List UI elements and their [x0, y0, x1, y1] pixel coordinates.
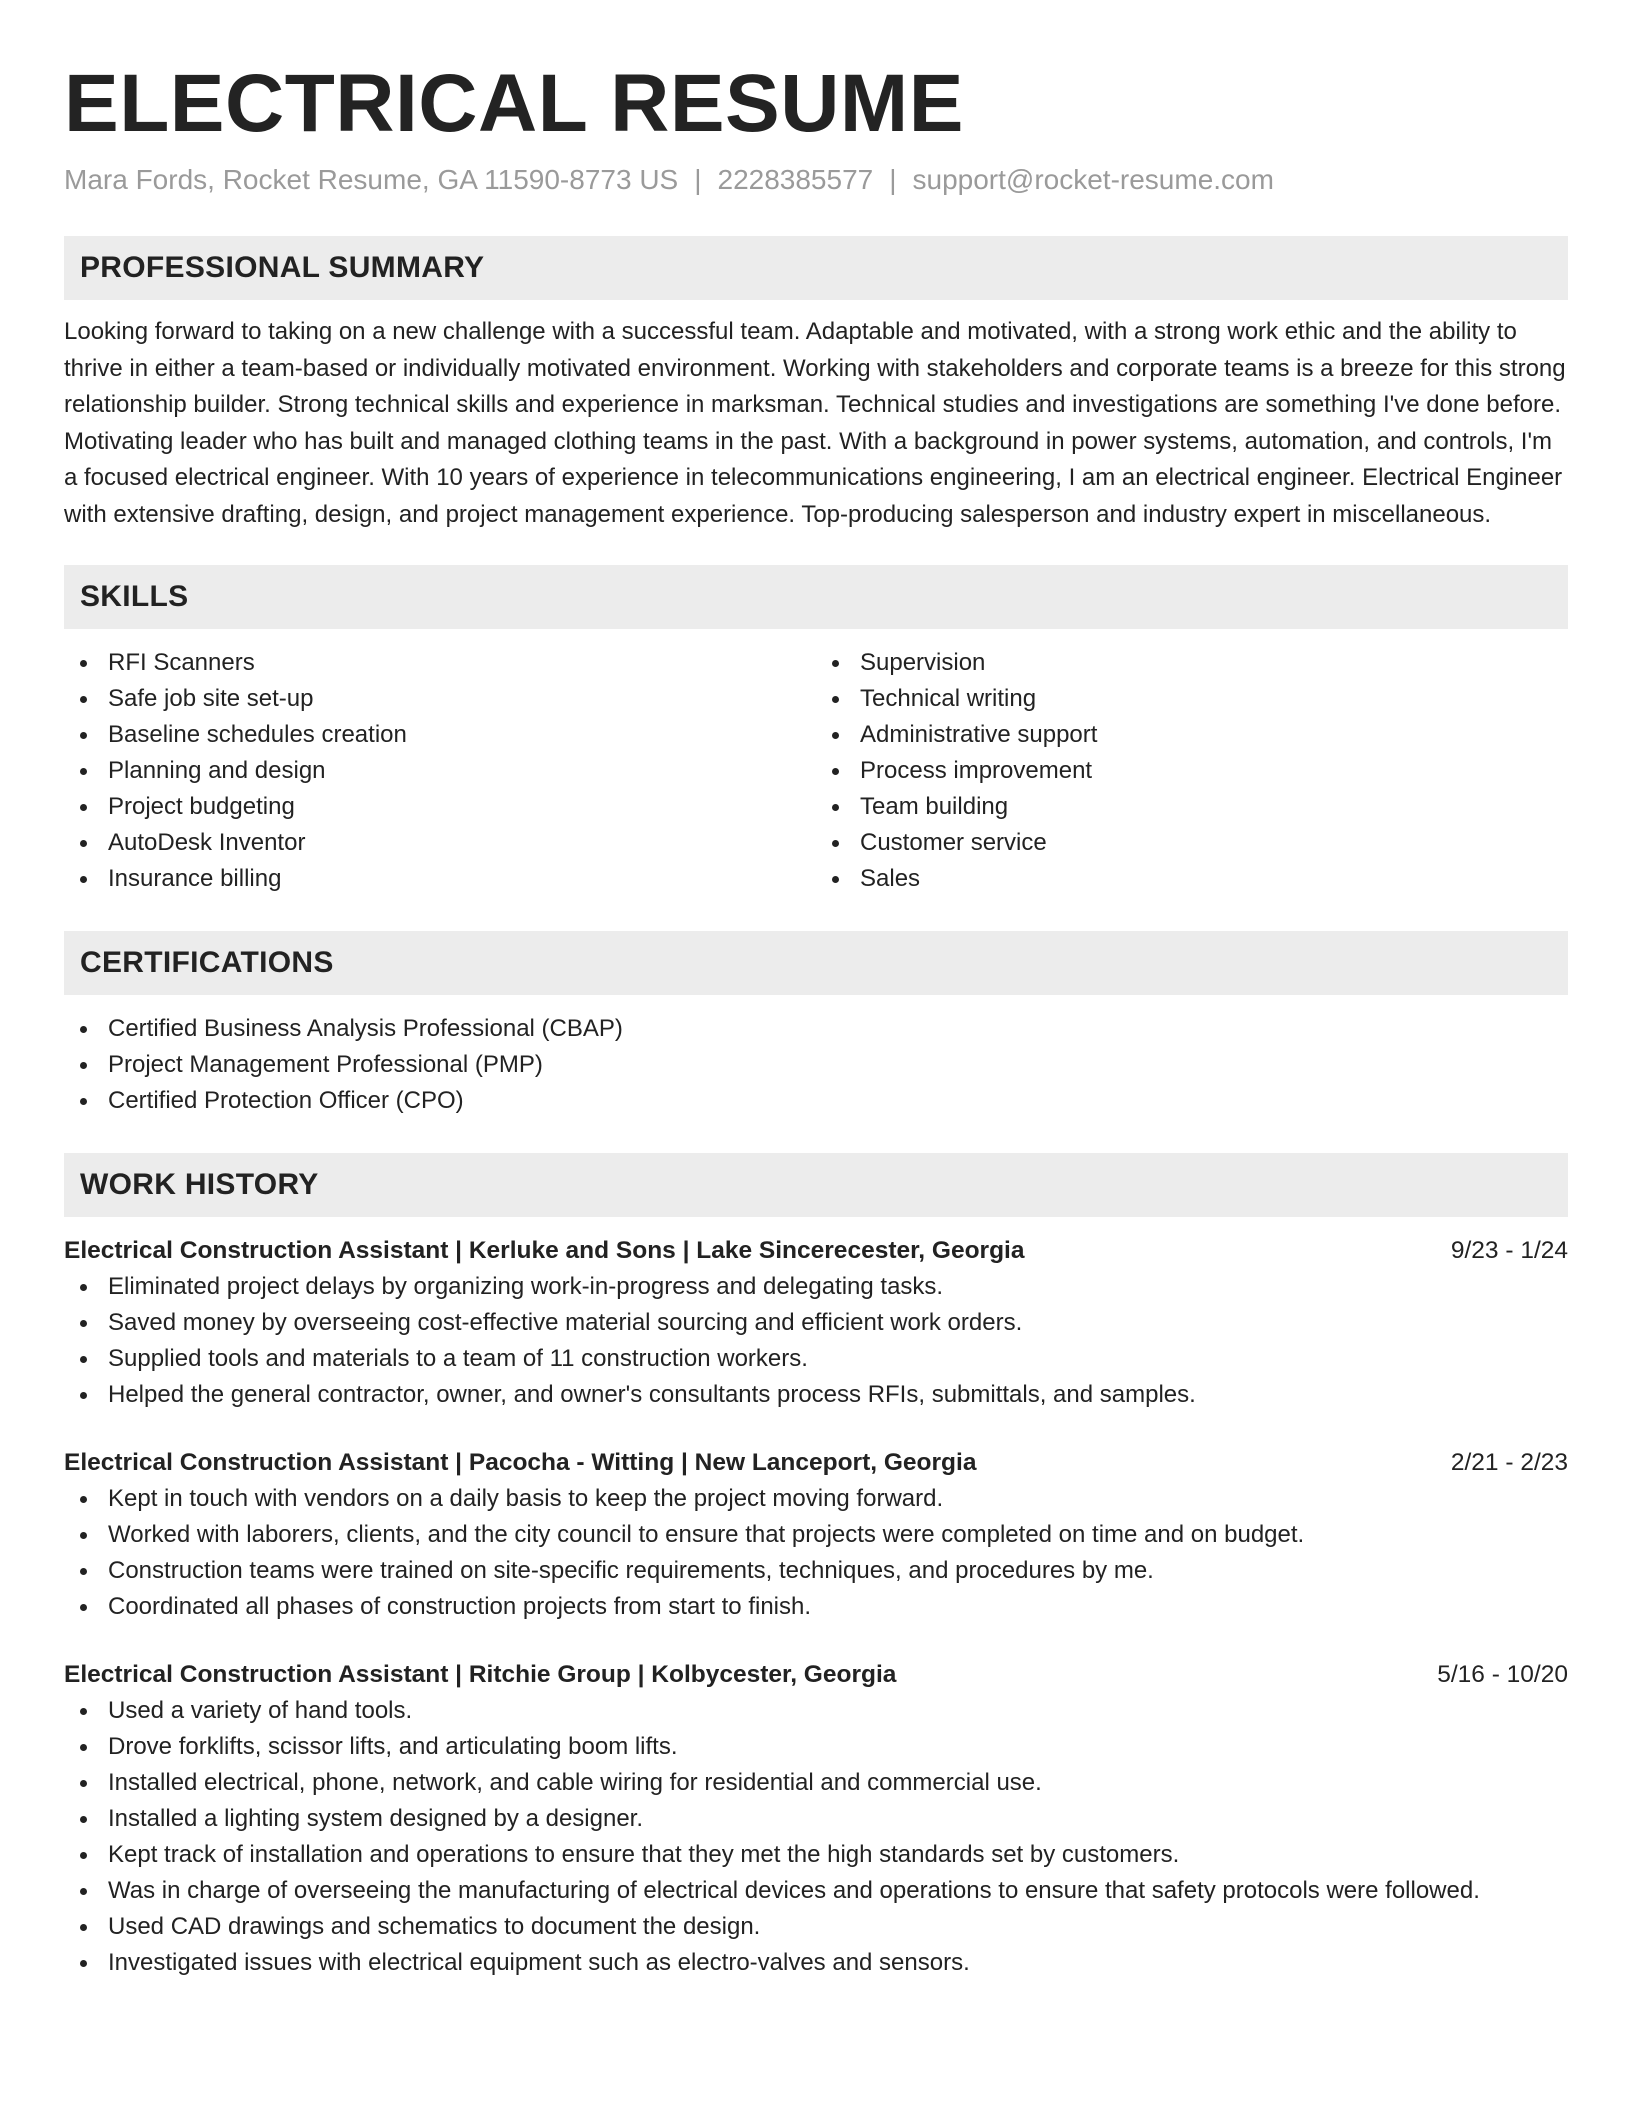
resume-title: ELECTRICAL RESUME — [64, 58, 964, 149]
contact-address: Mara Fords, Rocket Resume, GA 11590-8773 US — [64, 164, 679, 195]
list-item: Certified Protection Officer (CPO) — [64, 1083, 1568, 1119]
list-item: Planning and design — [64, 753, 816, 789]
job-title: Electrical Construction Assistant | Ritchie Group | Kolbycester, Georgia — [64, 1661, 897, 1688]
skills-column-left — [64, 645, 816, 897]
list-item: Saved money by overseeing cost-effective material sourcing and efficient work orders. — [64, 1305, 1568, 1341]
list-item: Drove forklifts, scissor lifts, and articulating boom lifts. — [64, 1729, 1568, 1765]
list-item: Construction teams were trained on site-specific requirements, techniques, and procedures by me. — [64, 1553, 1568, 1589]
certifications-list — [64, 1011, 1568, 1119]
list-item: Administrative support — [816, 717, 1568, 753]
list-item: Technical writing — [816, 681, 1568, 717]
list-item: Used CAD drawings and schematics to document the design. — [64, 1909, 1568, 1945]
list-item: Supplied tools and materials to a team of 11 construction workers. — [64, 1341, 1568, 1377]
skills-column-right — [816, 645, 1568, 897]
list-item: Was in charge of overseeing the manufacturing of electrical devices and operations to ensure that safety protocols were followed. — [64, 1873, 1568, 1909]
contact-line — [64, 162, 1568, 198]
list-item: Sales — [816, 861, 1568, 897]
job-bullets — [64, 1269, 1568, 1413]
skills-list — [64, 645, 1568, 897]
work-history-heading: WORK HISTORY — [64, 1153, 1568, 1217]
job-dates: 9/23 - 1/24 — [1450, 1237, 1568, 1264]
contact-email: support@rocket-resume.com — [912, 164, 1274, 195]
list-item: Baseline schedules creation — [64, 717, 816, 753]
contact-phone: 2228385577 — [717, 164, 874, 195]
list-item: Kept in touch with vendors on a daily basis to keep the project moving forward. — [64, 1481, 1568, 1517]
contact-separator: | — [889, 164, 897, 195]
job-entry — [64, 1445, 1568, 1625]
job-bullets — [64, 1693, 1568, 1981]
list-item: Certified Business Analysis Professional (CBAP) — [64, 1011, 1568, 1047]
job-header — [64, 1657, 1568, 1693]
list-item: Worked with laborers, clients, and the city council to ensure that projects were completed on time and on budget. — [64, 1517, 1568, 1553]
list-item: Used a variety of hand tools. — [64, 1693, 1568, 1729]
job-header — [64, 1445, 1568, 1481]
list-item: RFI Scanners — [64, 645, 816, 681]
skills-heading: SKILLS — [64, 565, 1568, 629]
job-entry — [64, 1233, 1568, 1413]
list-item: Supervision — [816, 645, 1568, 681]
list-item: Insurance billing — [64, 861, 816, 897]
contact-separator: | — [694, 164, 702, 195]
list-item: Eliminated project delays by organizing work-in-progress and delegating tasks. — [64, 1269, 1568, 1305]
summary-text: Looking forward to taking on a new challenge with a successful team. Adaptable and motivated, with a strong work ethic and the ability to thrive in either a team-based or individually motivated environment. Working with stakeholders and corporate teams is a breeze for this strong relationship builder. Strong technical skills and experience in marksman. Technical studies and investigations are something I've done before. Motivating leader who has built and managed clothing teams in the past. With a background in power systems, automation, and controls, I'm a focused electrical engineer. With 10 years of experience in telecommunications engineering, I am an electrical engineer. Electrical Engineer with extensive drafting, design, and project management experience. Top-producing salesperson and industry expert in miscellaneous. — [64, 318, 1566, 528]
list-item: Kept track of installation and operations to ensure that they met the high standards set by customers. — [64, 1837, 1568, 1873]
list-item: Safe job site set-up — [64, 681, 816, 717]
list-item: Installed electrical, phone, network, and cable wiring for residential and commercial use. — [64, 1765, 1568, 1801]
job-header — [64, 1233, 1568, 1269]
list-item: Coordinated all phases of construction projects from start to finish. — [64, 1589, 1568, 1625]
list-item: Installed a lighting system designed by a designer. — [64, 1801, 1568, 1837]
list-item: Project Management Professional (PMP) — [64, 1047, 1568, 1083]
list-item: Customer service — [816, 825, 1568, 861]
list-item: AutoDesk Inventor — [64, 825, 816, 861]
list-item: Team building — [816, 789, 1568, 825]
list-item: Process improvement — [816, 753, 1568, 789]
job-title: Electrical Construction Assistant | Kerluke and Sons | Lake Sincerecester, Georgia — [64, 1237, 1025, 1264]
job-dates: 2/21 - 2/23 — [1450, 1449, 1568, 1476]
list-item: Project budgeting — [64, 789, 816, 825]
job-title: Electrical Construction Assistant | Pacocha - Witting | New Lanceport, Georgia — [64, 1449, 977, 1476]
certifications-heading: CERTIFICATIONS — [64, 931, 1568, 995]
list-item: Helped the general contractor, owner, and owner's consultants process RFIs, submittals, and samples. — [64, 1377, 1568, 1413]
list-item: Investigated issues with electrical equipment such as electro-valves and sensors. — [64, 1945, 1568, 1981]
summary-heading: PROFESSIONAL SUMMARY — [64, 236, 1568, 300]
job-bullets — [64, 1481, 1568, 1625]
job-entry — [64, 1657, 1568, 1981]
job-dates: 5/16 - 10/20 — [1437, 1661, 1568, 1688]
